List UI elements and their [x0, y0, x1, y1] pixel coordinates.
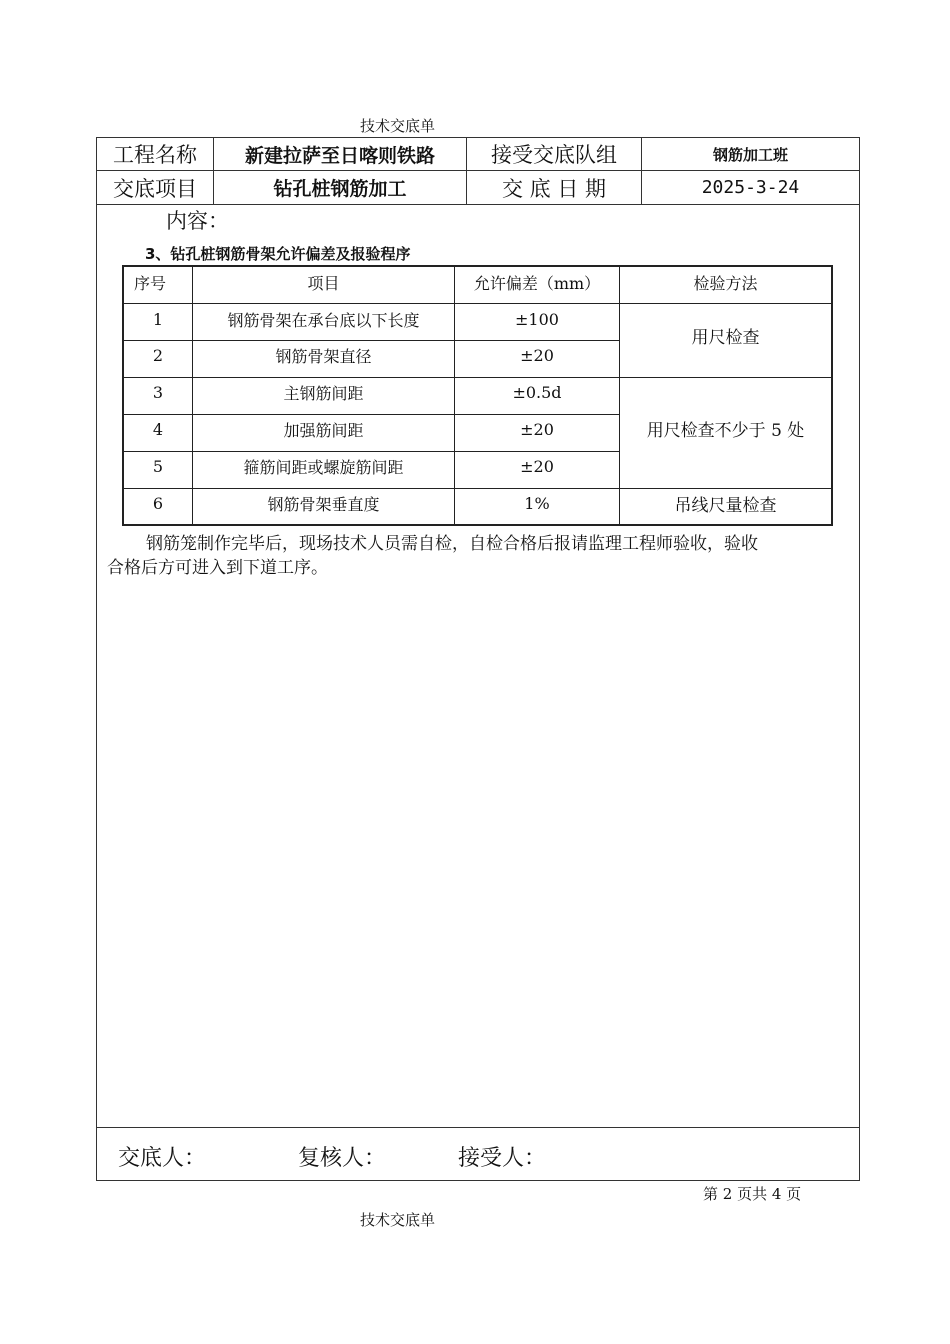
table-row-6-item: 钢筋骨架垂直度	[267, 494, 380, 514]
reviewer-signature-label: 复核人：	[298, 1146, 387, 1171]
table-row-1-no: 1	[152, 309, 164, 329]
table-header-method: 检验方法	[693, 273, 758, 293]
table-row-6-tolerance: 1%	[524, 493, 550, 513]
table-bottom-border	[122, 524, 833, 526]
table-row-1-tolerance: ±100	[515, 309, 559, 329]
briefing-date-label: 交 底 日 期	[501, 176, 607, 201]
table-row-5-item: 箍筋间距或螺旋筋间距	[243, 457, 404, 477]
frame-left-border	[96, 137, 97, 1180]
briefing-date-value: 2025-3-24	[701, 177, 800, 198]
paragraph-line-1: 钢筋笼制作完毕后，现场技术人员需自检，自检合格后报请监理工程师验收，验收	[146, 534, 758, 554]
receiving-team-value: 钢筋加工班	[712, 145, 788, 164]
table-row-2-tolerance: ±20	[520, 345, 554, 365]
table-row-2-no: 2	[152, 345, 164, 365]
paragraph-line-2: 合格后方可进入到下道工序。	[107, 558, 328, 578]
table-row-3-no: 3	[152, 382, 164, 402]
content-label: 内容：	[166, 209, 229, 233]
signature-row-top-border	[96, 1127, 860, 1128]
table-header-no: 序号	[134, 273, 167, 293]
briefing-item-value: 钻孔桩钢筋加工	[273, 178, 407, 200]
table-header-item: 项目	[307, 273, 340, 293]
table-row-4-item: 加强筋间距	[283, 420, 364, 440]
table-row-2-item: 钢筋骨架直径	[275, 346, 372, 366]
table-row-5-tolerance: ±20	[520, 456, 554, 476]
method-plumb-line-check: 吊线尺量检查	[674, 495, 777, 516]
frame-bottom-border	[96, 1180, 860, 1181]
table-row-3-item: 主钢筋间距	[283, 383, 364, 403]
frame-right-border	[859, 137, 860, 1180]
table-row-4-tolerance: ±20	[520, 419, 554, 439]
section-title: 3、钻孔桩钢筋骨架允许偏差及报验程序	[145, 245, 411, 263]
briefing-item-label: 交底项目	[113, 176, 197, 201]
table-row-6-no: 6	[152, 493, 164, 513]
footer-document-title: 技术交底单	[360, 1211, 436, 1229]
receiving-team-label: 接受交底队组	[491, 143, 617, 167]
page-number: 第 2 页共 4 页	[703, 1185, 802, 1203]
receiver-signature-label: 接受人：	[458, 1146, 547, 1171]
method-ruler-check-5-points: 用尺检查不少于 5 处	[646, 420, 805, 441]
project-name-label: 工程名称	[113, 143, 197, 167]
table-row-5-no: 5	[152, 456, 164, 476]
table-right-border	[831, 265, 833, 526]
document-title: 技术交底单	[360, 117, 436, 135]
method-ruler-check: 用尺检查	[691, 327, 760, 348]
project-name-value: 新建拉萨至日喀则铁路	[244, 144, 435, 167]
table-row-4-no: 4	[152, 419, 164, 439]
table-header-tolerance: 允许偏差（mm）	[473, 273, 601, 293]
table-row-1-item: 钢筋骨架在承台底以下长度	[227, 310, 420, 330]
table-row-3-tolerance: ±0.5d	[512, 382, 562, 402]
issuer-signature-label: 交底人：	[118, 1146, 207, 1171]
